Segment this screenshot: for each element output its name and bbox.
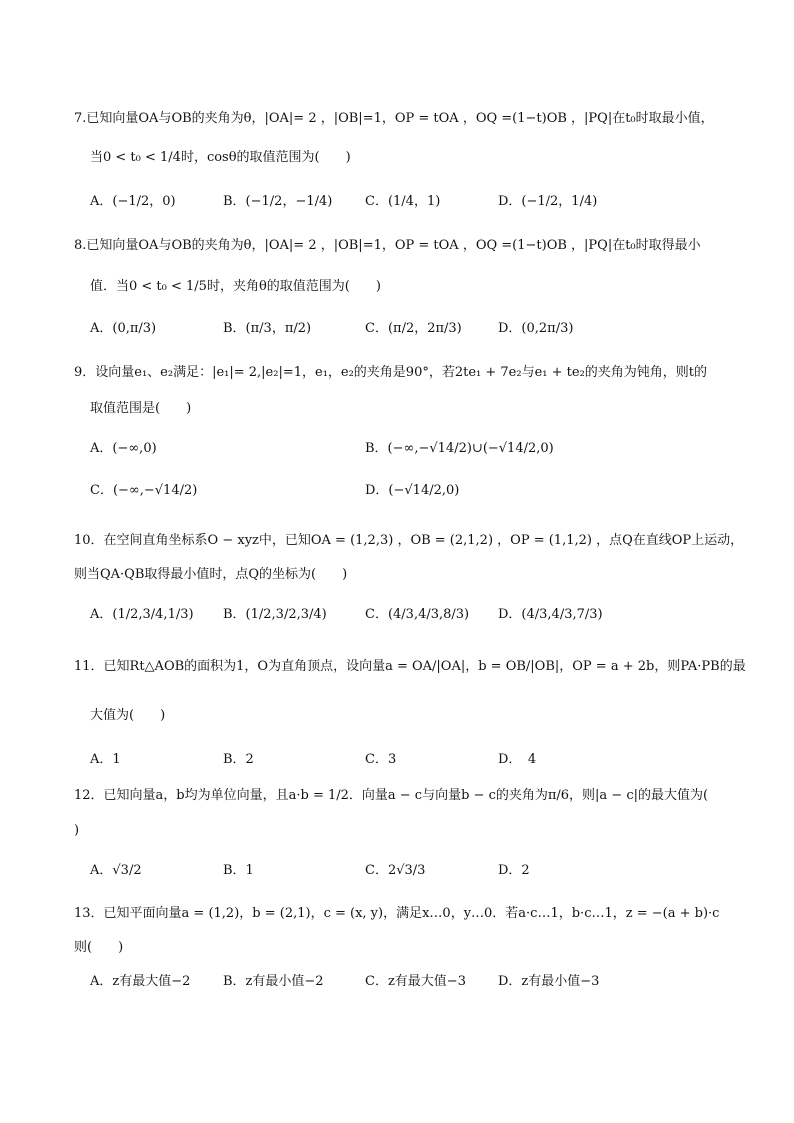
question-10-option-d: D．(4/3,4/3,7/3) bbox=[498, 607, 603, 622]
question-9-option-a: A．(−∞,0) bbox=[90, 441, 157, 456]
question-11-option-d: D． 4 bbox=[498, 752, 537, 767]
question-9-option-c: C．(−∞,−√14/2) bbox=[90, 483, 198, 498]
question-9-stem-line-2: 取值范围是( ) bbox=[90, 401, 192, 416]
question-11-stem-line-2: 大值为( ) bbox=[90, 708, 166, 723]
question-12-option-a: A．√3/2 bbox=[90, 863, 142, 878]
question-12-option-c: C．2√3/3 bbox=[365, 863, 426, 878]
question-7-option-a: A．(−1/2，0) bbox=[90, 194, 176, 209]
question-8-stem-line-1: 8.已知向量OA与OB的夹角为θ，|OA|= 2 ，|OB|=1，OP = tOA ，OQ =(1−t)OB ，|PQ|在t₀时取得最小 bbox=[74, 238, 701, 253]
question-10-stem-line-1: 10．在空间直角坐标系O − xyz中，已知OA = (1,2,3) ，OB = (2,1,2) ，OP = (1,1,2) ，点Q在直线OP上运动， bbox=[74, 533, 744, 548]
question-7-option-b: B．(−1/2，−1/4) bbox=[223, 194, 333, 209]
question-9-option-b: B．(−∞,−√14/2)∪(−√14/2,0) bbox=[365, 441, 554, 456]
question-7-option-d: D．(−1/2，1/4) bbox=[498, 194, 598, 209]
question-8-option-d: D．(0,2π/3) bbox=[498, 321, 574, 336]
question-10-stem-line-2: 则当QA·QB取得最小值时，点Q的坐标为( ) bbox=[74, 567, 348, 582]
question-10-option-a: A．(1/2,3/4,1/3) bbox=[90, 607, 194, 622]
question-8-stem-line-2: 值．当0 < t₀ < 1/5时，夹角θ的取值范围为( ) bbox=[90, 279, 381, 294]
question-13-stem-line-2: 则( ) bbox=[74, 940, 124, 955]
question-13-option-d: D．z有最小值−3 bbox=[498, 974, 600, 989]
question-13-option-c: C．z有最大值−3 bbox=[365, 974, 466, 989]
question-10-option-c: C．(4/3,4/3,8/3) bbox=[365, 607, 470, 622]
question-8-option-a: A．(0,π/3) bbox=[90, 321, 157, 336]
question-11-option-b: B．2 bbox=[223, 752, 254, 767]
question-11-stem-line-1: 11．已知Rt△AOB的面积为1，O为直角顶点，设向量a = OA/|OA|，b = OB/|OB|，OP = a + 2b，则PA·PB的最 bbox=[74, 659, 746, 674]
question-7-stem-line-2: 当0 < t₀ < 1/4时，cosθ的取值范围为( ) bbox=[90, 150, 351, 165]
question-13-option-a: A．z有最大值−2 bbox=[90, 974, 191, 989]
question-13-stem-line-1: 13．已知平面向量a = (1,2)，b = (2,1)，c = (x, y)，满足x…0，y…0．若a·c…1，b·c…1，z = −(a + b)·c bbox=[74, 906, 720, 921]
question-10-option-b: B．(1/2,3/2,3/4) bbox=[223, 607, 327, 622]
question-7-option-c: C．(1/4，1) bbox=[365, 194, 441, 209]
question-9-stem-line-1: 9．设向量e₁、e₂满足：|e₁|= 2,|e₂|=1，e₁，e₂的夹角是90°，若2te₁ + 7e₂与e₁ + te₂的夹角为钝角，则t的 bbox=[74, 365, 708, 380]
question-8-option-c: C．(π/2，2π/3) bbox=[365, 321, 462, 336]
question-9-option-d: D．(−√14/2,0) bbox=[365, 483, 460, 498]
question-12-option-b: B．1 bbox=[223, 863, 254, 878]
question-11-option-a: A．1 bbox=[90, 752, 121, 767]
question-12-option-d: D．2 bbox=[498, 863, 530, 878]
question-8-option-b: B．(π/3，π/2) bbox=[223, 321, 312, 336]
question-13-option-b: B．z有最小值−2 bbox=[223, 974, 324, 989]
question-7-stem-line-1: 7.已知向量OA与OB的夹角为θ，|OA|= 2 ，|OB|=1，OP = tOA ，OQ =(1−t)OB ，|PQ|在t₀时取最小值， bbox=[74, 111, 714, 126]
question-12-stem-line-1: 12．已知向量a，b均为单位向量，且a·b = 1/2．向量a − c与向量b − c的夹角为π/6，则|a − c|的最大值为( bbox=[74, 788, 709, 803]
question-12-stem-line-2: ) bbox=[74, 823, 80, 838]
question-11-option-c: C．3 bbox=[365, 752, 397, 767]
